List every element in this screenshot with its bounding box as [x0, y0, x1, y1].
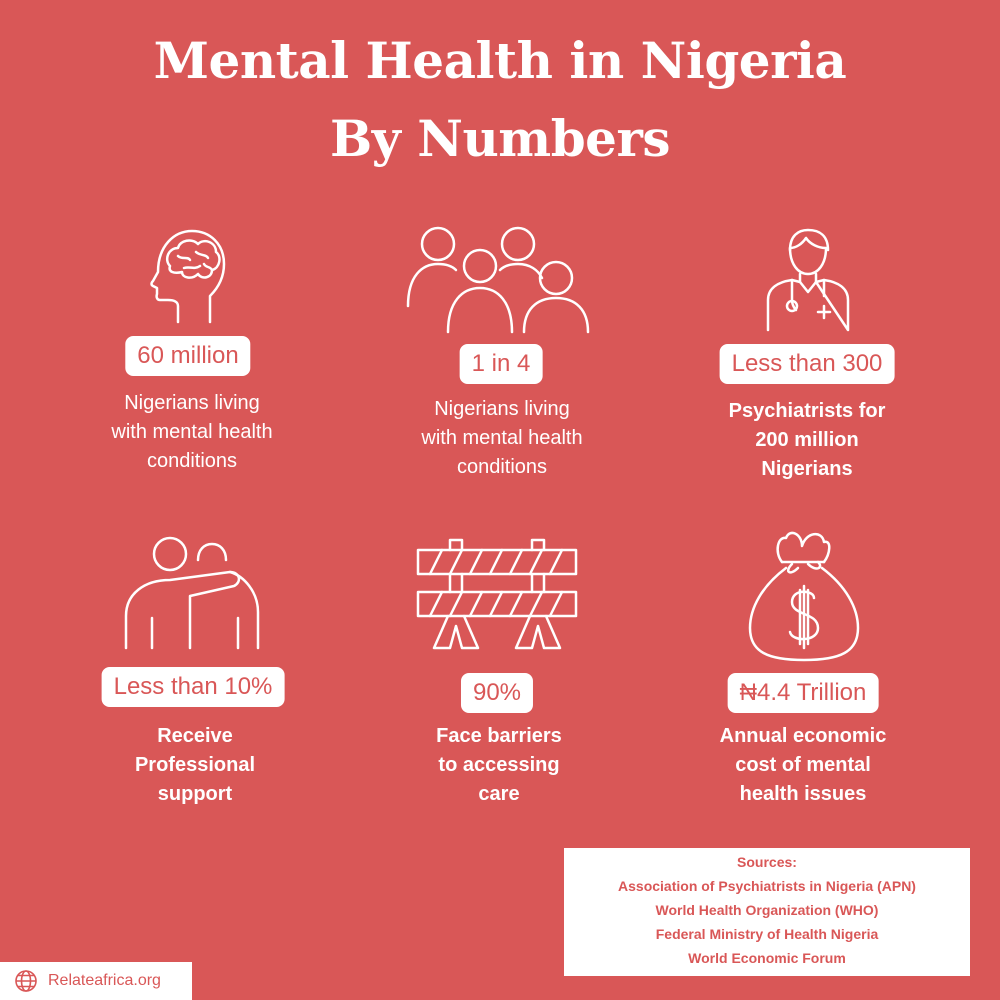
brain-head-icon [148, 226, 228, 324]
desc-line: Psychiatrists for [728, 400, 886, 422]
source-item: Federal Ministry of Health Nigeria [655, 926, 879, 942]
doctor-icon [766, 226, 850, 332]
sources-box [564, 848, 970, 976]
desc-line: Nigerians living [434, 398, 570, 420]
sources-heading: Sources: [737, 854, 797, 870]
globe-icon [14, 969, 38, 993]
stat-description [698, 722, 908, 809]
website-link[interactable]: Relateafrica.org [48, 972, 161, 989]
desc-line: Professional [134, 754, 256, 776]
stat-value-badge: 60 million [125, 336, 250, 376]
people-group-icon [406, 226, 592, 334]
desc-line: Nigerians living [124, 392, 260, 414]
stat-description [394, 722, 604, 809]
title-line-2: By Numbers [330, 109, 670, 168]
desc-line: Annual economic [719, 725, 887, 747]
title-line-1: Mental Health in Nigeria [153, 31, 847, 90]
stat-value-badge: ₦4.4 Trillion [728, 673, 879, 713]
desc-line: cost of mental [735, 754, 871, 776]
desc-line: conditions [146, 450, 238, 472]
desc-line: Face barriers [436, 725, 562, 747]
stat-value-badge: Less than 10% [102, 667, 285, 707]
source-item: World Economic Forum [688, 950, 846, 966]
desc-line: health issues [739, 783, 867, 805]
desc-line: Nigerians [761, 458, 853, 480]
stat-description [702, 397, 912, 484]
desc-line: support [157, 783, 233, 805]
stat-description [87, 389, 297, 476]
desc-line: to accessing [438, 754, 560, 776]
stat-value-badge: Less than 300 [720, 344, 895, 384]
barrier-icon [416, 536, 578, 650]
support-hug-icon [124, 536, 260, 650]
desc-line: with mental health [421, 427, 583, 449]
desc-line: with mental health [111, 421, 273, 443]
website-footer[interactable] [0, 962, 192, 1000]
source-item: Association of Psychiatrists in Nigeria (APN) [618, 878, 916, 894]
desc-line: 200 million [755, 429, 859, 451]
source-item: World Health Organization (WHO) [655, 902, 879, 918]
stat-description [397, 395, 607, 482]
desc-line: conditions [456, 456, 548, 478]
stat-value-badge: 90% [461, 673, 533, 713]
money-bag-icon [748, 524, 860, 664]
desc-line: care [478, 783, 520, 805]
stat-description [90, 722, 300, 809]
stat-value-badge: 1 in 4 [460, 344, 543, 384]
desc-line: Receive [157, 725, 233, 747]
